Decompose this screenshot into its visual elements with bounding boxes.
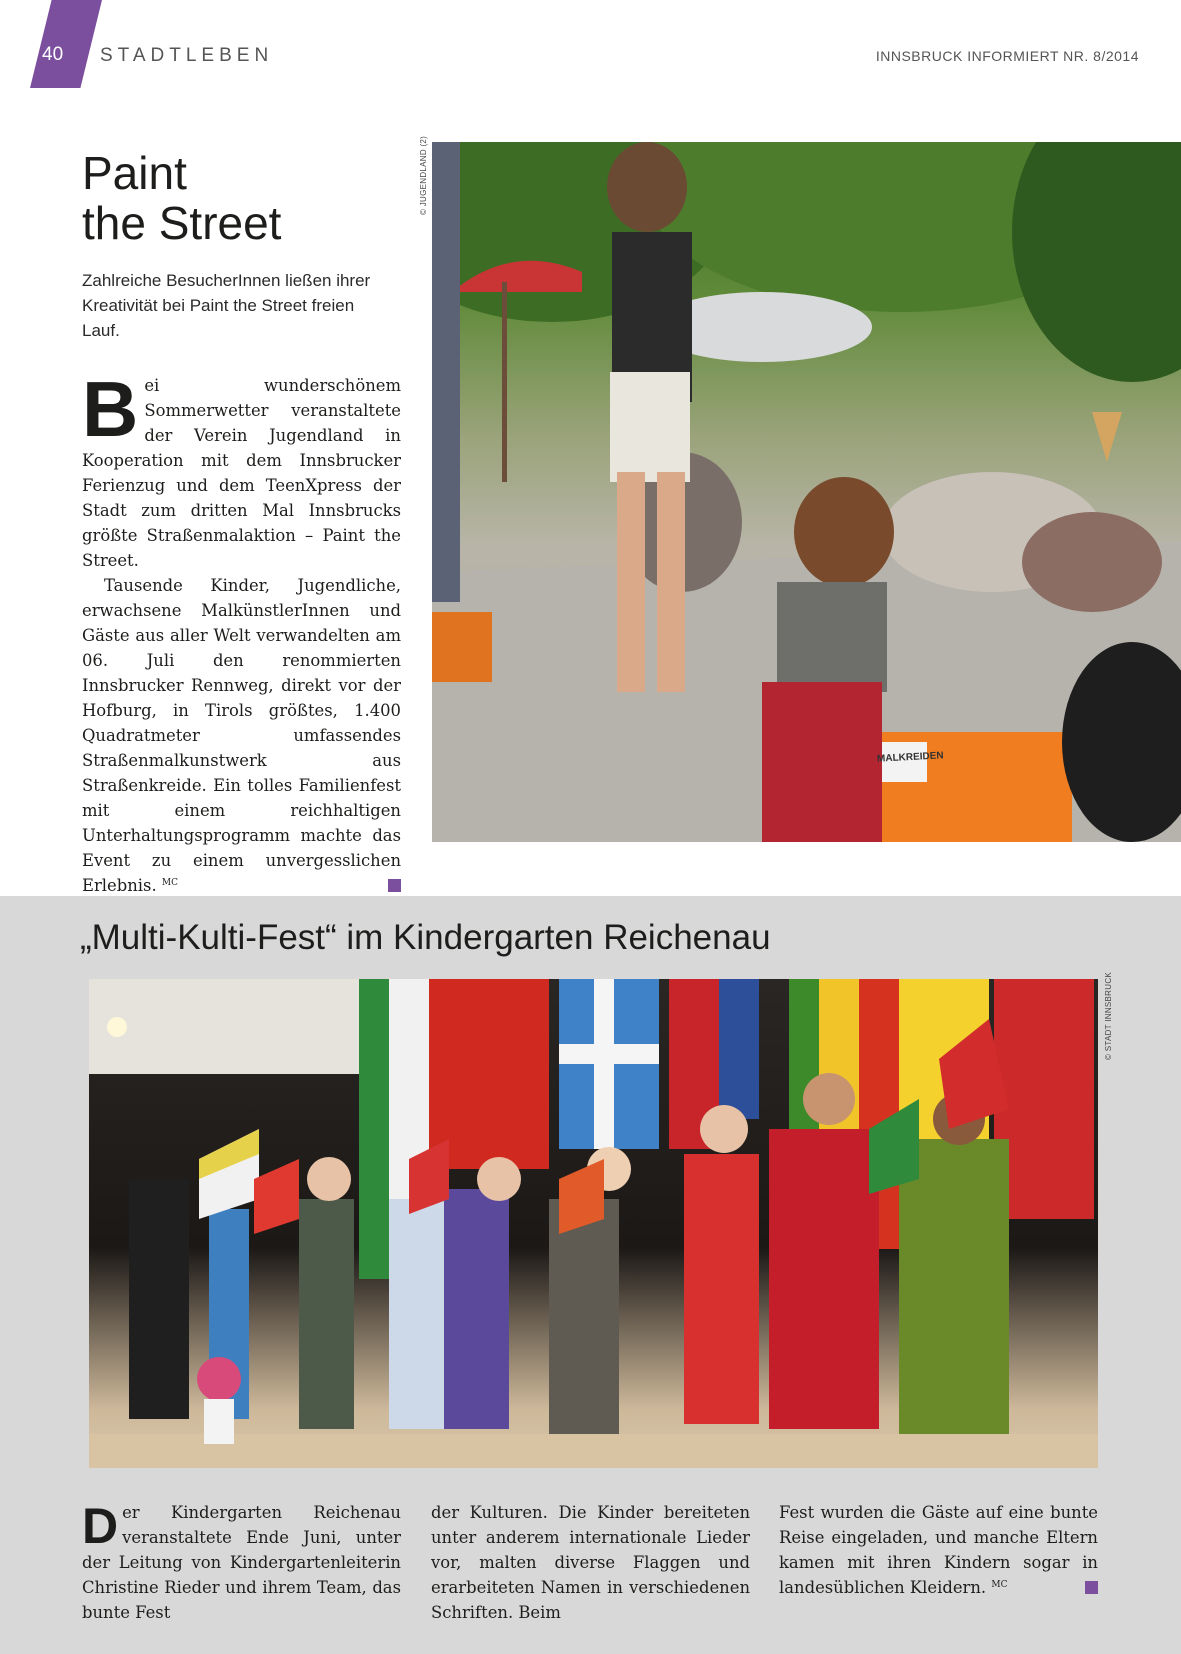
section-label: STADTLEBEN	[100, 45, 274, 66]
paragraph-2	[82, 573, 401, 898]
article2-col1-text: er Kindergarten Reichenau veranstaltete Ende Juni, unter der Leitung von Kindergartenleiterin Christine Rieder und ihrem Team, das bunte Fest	[82, 1503, 401, 1622]
author-tag-2: MC	[991, 1580, 1008, 1590]
article2-col3	[779, 1500, 1098, 1600]
photo2-credit: © STADT INNSBRUCK	[1104, 971, 1113, 1060]
paragraph-1	[82, 365, 401, 573]
author-tag: MC	[161, 878, 178, 888]
article-title-line1: Paint	[82, 147, 187, 199]
paint-the-street-photo	[432, 142, 1181, 842]
article2-col2	[431, 1500, 750, 1625]
photo-credit: © JUGENDLAND (2)	[419, 135, 428, 215]
article-title-line2: the Street	[82, 197, 282, 249]
article2-paragraph-start	[82, 1500, 401, 1625]
paragraph-1-text: ei wunderschönem Sommerwetter veranstaltete der Verein Jugendland in Kooperation mit dem Innsbrucker Ferienzug und dem TeenXpress der Stadt zum dritten Mal Innsbrucks größte Straßenmalaktion – Paint the Street.	[82, 376, 401, 570]
multi-kulti-photo	[89, 979, 1098, 1468]
crate-label: MALKREIDEN	[876, 750, 944, 765]
kindergarten-stage-illustration	[89, 979, 1098, 1468]
article2-title: „Multi-Kulti-Fest“ im Kindergarten Reichenau	[80, 918, 771, 957]
article-body	[82, 365, 401, 898]
dropcap: B	[82, 365, 139, 453]
article-lead: Zahlreiche BesucherInnen ließen ihrer Kreativität bei Paint the Street freien Lauf.	[82, 271, 371, 340]
article2-col3-paragraph	[779, 1500, 1098, 1600]
page-tab	[30, 0, 102, 88]
article-title	[82, 148, 281, 248]
end-mark-2	[1085, 1581, 1098, 1594]
article2-col2-text: der Kulturen. Die Kinder bereiteten unter anderem internationale Lieder vor, malten diverse Flaggen und erarbeiteten Namen in verschiedenen Schriften. Beim	[431, 1503, 750, 1622]
article2-col1	[82, 1500, 401, 1625]
issue-label: INNSBRUCK INFORMIERT NR. 8/2014	[875, 48, 1139, 64]
page-number: 40	[42, 44, 64, 65]
dropcap2: D	[82, 1498, 119, 1554]
end-mark	[388, 879, 401, 892]
paragraph-2-text: Tausende Kinder, Jugendliche, erwachsene MalkünstlerInnen und Gäste aus aller Welt verwandelten am 06. Juli den renommierten Innsbrucker Rennweg, direkt vor der Hofburg, in Tirols größtes, 1.400 Quadratmeter umfassendes Straßenmalkunstwerk aus Straßenkreide. Ein tolles Familienfest mit einem reichhaltigen Unterhaltungsprogramm machte das Event zu einem unvergesslichen Erlebnis.	[82, 576, 401, 895]
street-scene-illustration	[432, 142, 1181, 842]
article2-col3-text: Fest wurden die Gäste auf eine bunte Reise eingeladen, und manche Eltern kamen mit ihren Kindern sogar in landesüblichen Kleidern.	[779, 1503, 1098, 1597]
